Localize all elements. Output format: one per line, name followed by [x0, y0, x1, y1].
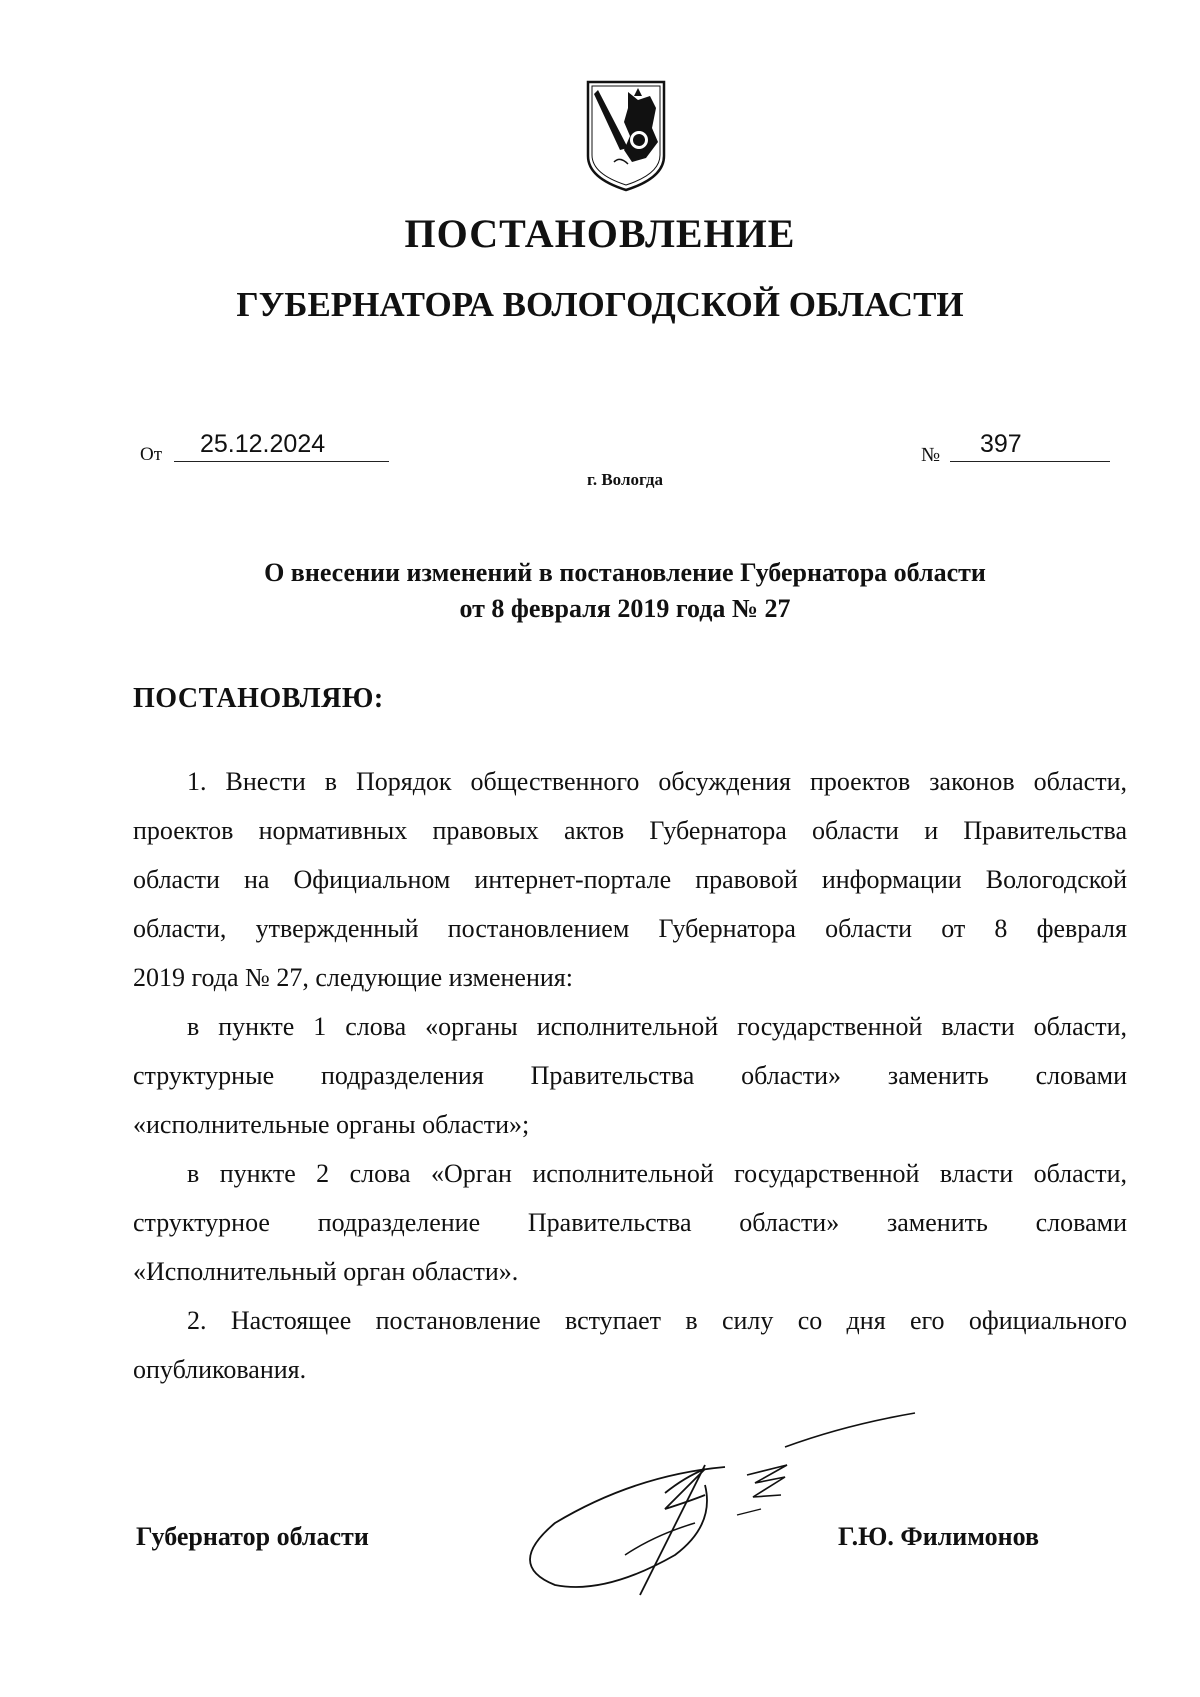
body-line: области, утвержденный постановлением Губернатора области от 8 февраля [133, 914, 1127, 943]
decree-word: ПОСТАНОВЛЯЮ: [133, 683, 384, 714]
date-label: От [140, 444, 163, 465]
signatory-name: Г.Ю. Филимонов [838, 1522, 1040, 1551]
document-title: ПОСТАНОВЛЕНИЕ [404, 211, 796, 256]
subject-line-1: О внесении изменений в постановление Губернатора области [264, 558, 986, 587]
body-line: 2. Настоящее постановление вступает в силу со дня его официального [187, 1306, 1127, 1335]
body-line: «Исполнительный орган области». [133, 1257, 519, 1286]
document-number: 397 [980, 430, 1022, 458]
body-line: 1. Внести в Порядок общественного обсуждения проектов законов области, [187, 767, 1127, 796]
body-line: 2019 года № 27, следующие изменения: [133, 963, 573, 992]
subject-line-2: от 8 февраля 2019 года № 27 [459, 594, 791, 623]
body-line: в пункте 2 слова «Орган исполнительной государственной власти области, [187, 1159, 1127, 1188]
body-line: «исполнительные органы области»; [133, 1110, 530, 1139]
number-label: № [921, 444, 941, 466]
document-date: 25.12.2024 [200, 430, 326, 458]
body-line: проектов нормативных правовых актов Губернатора области и Правительства [133, 816, 1127, 845]
city-label: г. Вологда [587, 470, 663, 489]
body-line: в пункте 1 слова «органы исполнительной государственной власти области, [187, 1012, 1127, 1041]
body-line: структурное подразделение Правительства области» заменить словами [133, 1208, 1127, 1237]
number-field-line [950, 431, 1110, 462]
body-line: опубликования. [133, 1355, 307, 1384]
handwritten-signature [515, 1405, 925, 1605]
document-subtitle: ГУБЕРНАТОРА ВОЛОГОДСКОЙ ОБЛАСТИ [236, 285, 964, 324]
body-line: структурные подразделения Правительства области» заменить словами [133, 1061, 1127, 1090]
signatory-position: Губернатор области [136, 1522, 369, 1551]
body-line: области на Официальном интернет-портале правовой информации Вологодской [133, 865, 1127, 894]
coat-of-arms-icon [584, 78, 668, 194]
